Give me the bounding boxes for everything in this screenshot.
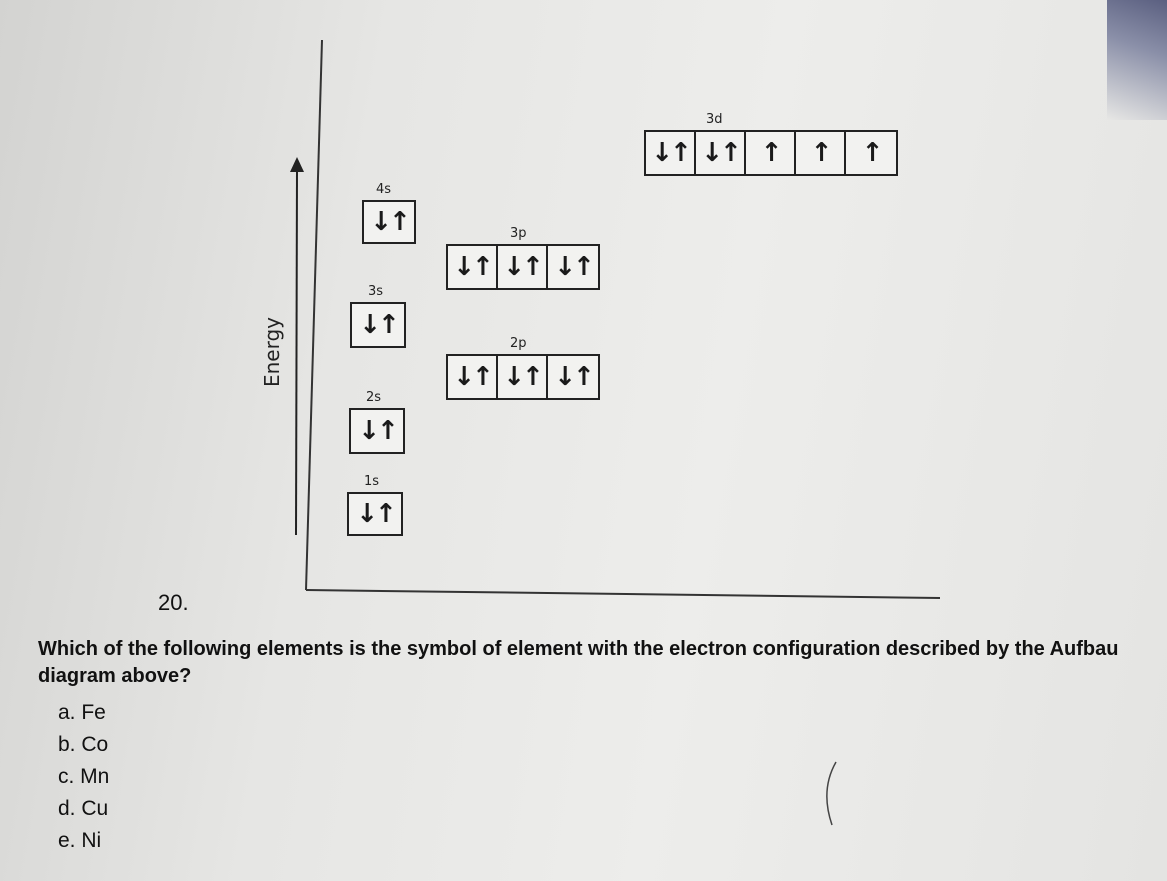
pencil-mark: [827, 762, 836, 825]
question-text: Which of the following elements is the symbol of element with the electron configuration described by the Aufbau diagram above?: [38, 638, 1119, 687]
orbital-box: ↓↑: [696, 132, 746, 174]
orbital-box: ↑: [861, 138, 881, 168]
orbital-box: ↓↑: [359, 310, 397, 340]
orbital-row-3p: [446, 244, 600, 290]
orbital-row-3s: [350, 302, 406, 348]
orbital-label-3p: 3p: [510, 226, 527, 241]
orbital-row-2p: [446, 354, 600, 400]
orbital-box: ↓↑: [554, 252, 592, 282]
orbital-row-2s: [349, 408, 405, 454]
orbital-label-2s: 2s: [366, 390, 382, 405]
choice-e[interactable]: e. Ni: [58, 829, 102, 852]
orbital-box: ↑: [746, 132, 796, 174]
diagram-divider-line: [306, 40, 322, 590]
orbital-box: ↓↑: [448, 246, 498, 288]
orbital-box: ↓↑: [554, 362, 592, 392]
orbital-row-3d: [644, 130, 898, 176]
orbital-box: ↓↑: [370, 207, 408, 237]
choice-c[interactable]: c. Mn: [58, 765, 110, 788]
orbital-box: ↓↑: [498, 356, 548, 398]
energy-axis-line: [296, 170, 297, 535]
orbital-box: ↓↑: [646, 132, 696, 174]
diagram-baseline: [306, 590, 940, 598]
energy-arrow-icon: [290, 157, 304, 172]
question-number: 20.: [158, 590, 189, 615]
orbital-box: ↓↑: [356, 499, 394, 529]
orbital-row-1s: [347, 492, 403, 536]
orbital-label-2p: 2p: [510, 336, 527, 351]
orbital-box: ↓↑: [358, 416, 396, 446]
orbital-row-4s: [362, 200, 416, 244]
orbital-label-3s: 3s: [368, 284, 384, 299]
orbital-label-4s: 4s: [376, 182, 392, 197]
orbital-label-1s: 1s: [364, 474, 380, 489]
choice-d[interactable]: d. Cu: [58, 797, 109, 820]
choice-b[interactable]: b. Co: [58, 733, 109, 756]
orbital-box: ↓↑: [448, 356, 498, 398]
energy-axis-label: Energy: [260, 316, 284, 388]
orbital-label-3d: 3d: [706, 112, 723, 127]
orbital-box: ↑: [796, 132, 846, 174]
choice-a[interactable]: a. Fe: [58, 701, 106, 724]
orbital-box: ↓↑: [498, 246, 548, 288]
